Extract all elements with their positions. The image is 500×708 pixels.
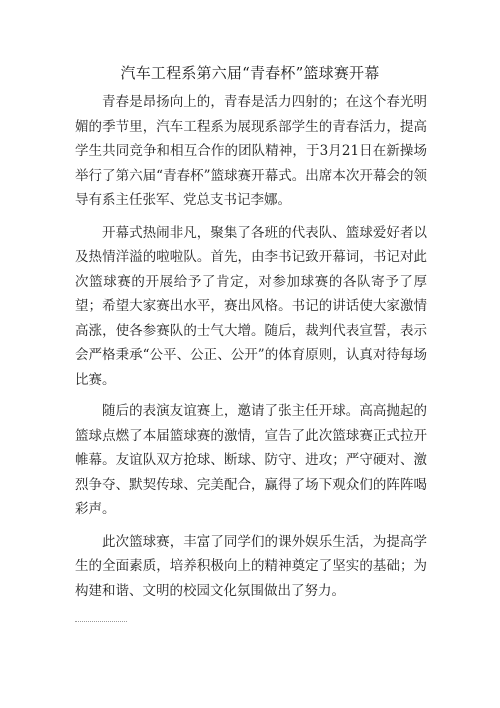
document-body [75,90,427,611]
paragraph-intro: 青春是昂扬向上的，青春是活力四射的；在这个春光明媚的季节里，汽车工程系为展现系部学生的青春活力，提高学生共同竞争和相互合作的团队精神，于3月21日在新操场举行了第六届“青春杯”篮球赛开幕式。出席本次开幕会的领导有系主任张军、党总支书记李娜。 [75,94,427,208]
document-title: 汽车工程系第六届“青春杯”篮球赛开幕 [120,64,380,82]
paragraph-friendly-match: 随后的表演友谊赛上，邀请了张主任开球。高高抛起的篮球点燃了本届篮球赛的激情，宣告了此次篮球赛正式拉开帷幕。友谊队双方抢球、断球、防守、进攻；严守硬对、激烈争夺、默契传球、完美配合，赢得了场下观众们的阵阵喝彩声。 [75,403,427,517]
paragraph-opening-ceremony: 开幕式热闹非凡，聚集了各班的代表队、篮球爱好者以及热情洋溢的啦啦队。首先，由李书记致开幕词，书记对此次篮球赛的开展给予了肯定，对参加球赛的各队寄予了厚望；希望大家赛出水平，赛出风格。书记的讲话使大家激情高涨，使各参赛队的士气大增。随后，裁判代表宣誓，表示会严格秉承“公平、公正、公开”的体育原则，认真对待每场比赛。 [75,224,427,388]
paragraph-conclusion: 此次篮球赛，丰富了同学们的课外娱乐生活，为提高学生的全面素质，培养积极向上的精神奠定了坚实的基础；为构建和谐、文明的校园文化氛围做出了努力。 [75,533,427,599]
footer-divider [75,621,127,622]
